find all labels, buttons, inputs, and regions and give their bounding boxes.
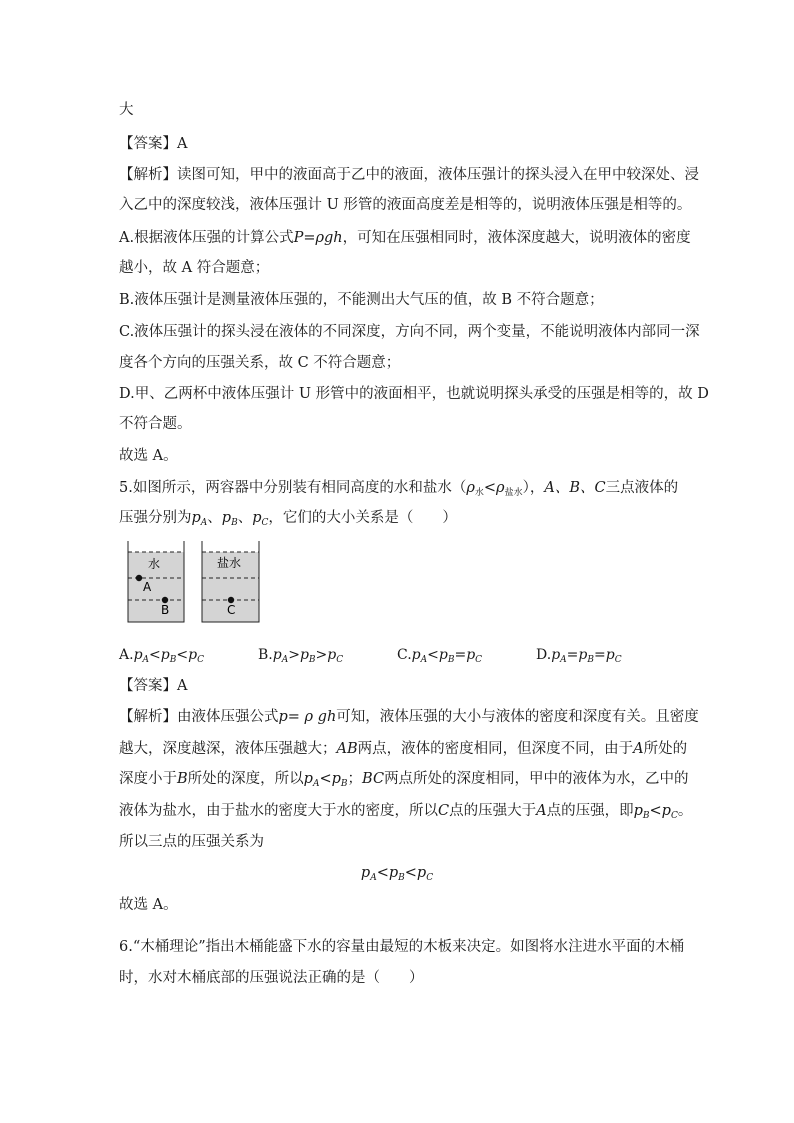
question-6-stem: 时，水对木桶底部的压强说法正确的是（ ） (119, 970, 424, 986)
water-label: 水 (148, 557, 161, 571)
analysis-line: 【解析】由液体压强公式p= ρ gh可知，液体压强的大小与液体的密度和深度有关。且密度 (119, 709, 699, 725)
analysis-line: 越大，深度越深，液体压强越大；AB两点，液体的密度相同，但深度不同，由于A所处的 (119, 741, 688, 757)
point-c-label: C (227, 603, 236, 617)
conclusion-line: 故选 A。 (119, 448, 178, 464)
analysis-line: 【解析】读图可知，甲中的液面高于乙中的液面，液体压强计的探头浸入在甲中较深处、浸 (119, 167, 699, 183)
conclusion-line: 故选 A。 (119, 897, 178, 913)
containers-figure (125, 541, 265, 624)
analysis-line: A.根据液体压强的计算公式P=ρgh，可知在压强相同时，液体深度越大，说明液体的密度 (119, 230, 691, 246)
text-line: 大 (119, 102, 134, 118)
analysis-line: 入乙中的深度较浅，液体压强计 U 形管的液面高度差是相等的，说明液体压强是相等的。 (119, 197, 692, 213)
answer-line: 【答案】A (119, 678, 188, 694)
analysis-line: 不符合题。 (119, 416, 192, 432)
option-c: $C.p_A<p_B=p_C$ (397, 647, 483, 665)
analysis-line: 深度小于B所处的深度，所以$p_A<p_B$；BC两点所处的深度相同，甲中的液体为水，乙中的 (119, 771, 689, 789)
analysis-line: 所以三点的压强关系为 (119, 834, 264, 850)
option-d: $D.p_A=p_B=p_C$ (536, 647, 622, 665)
question-5-stem: 5.如图所示，两容器中分别装有相同高度的水和盐水$(\rho_水<\rho_{盐水})$，A、B、C三点液体的 (119, 480, 679, 498)
analysis-line: D.甲、乙两杯中液体压强计 U 形管中的液面相平，也就说明探头承受的压强是相等的，故 D (119, 386, 709, 402)
pressure-relation: $p_A<p_B<p_C$ (360, 865, 434, 883)
point-a-label: A (143, 580, 152, 594)
analysis-line: 度各个方向的压强关系，故 C 不符合题意； (119, 355, 401, 371)
point-a-dot (136, 575, 142, 581)
analysis-line: B.液体压强计是测量液体压强的，不能测出大气压的值，故 B 不符合题意； (119, 292, 604, 308)
option-a: $A.p_A<p_B<p_C$ (119, 647, 204, 665)
analysis-line: C.液体压强计的探头浸在液体的不同深度，方向不同，两个变量，不能说明液体内部同一深 (119, 324, 700, 340)
analysis-line: 液体为盐水，由于盐水的密度大于水的密度，所以C点的压强大于A点的压强，即$p_B<p_C$。 (119, 803, 693, 821)
formula: p= ρ gh (278, 709, 337, 725)
question-6-stem: 6.“木桶理论”指出木桶能盛下水的容量由最短的木板来决定。如图将水注进水平面的木桶 (119, 939, 685, 955)
answer-line: 【答案】A (119, 136, 188, 152)
saltwater-label: 盐水 (217, 556, 242, 570)
question-5-stem: 压强分别为$p_A$、$p_B$、$p_C$，它们的大小关系是（ ） (119, 510, 457, 528)
option-b: $B.p_A>p_B>p_C$ (258, 647, 344, 665)
point-b-label: B (161, 603, 170, 617)
analysis-line: 越小，故 A 符合题意； (119, 260, 270, 276)
formula: P=ρgh (293, 230, 343, 246)
